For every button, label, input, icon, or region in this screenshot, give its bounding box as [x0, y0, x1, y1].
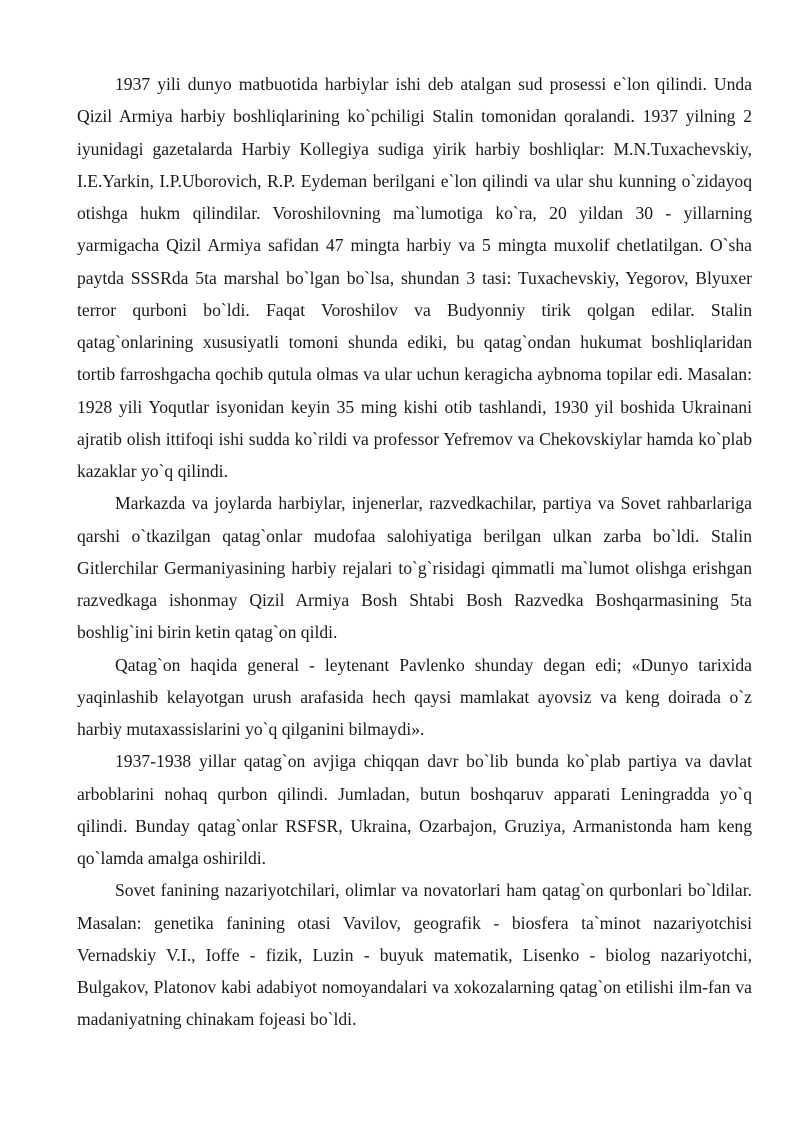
document-body: [77, 68, 752, 1036]
paragraph-1: 1937 yili dunyo matbuotida harbiylar ishi deb atalgan sud prosessi e`lon qilindi. Unda Qizil Armiya harbiy boshliqlarining ko`pchiligi Stalin tomonidan qoralandi. 1937 yilning 2 iyunidagi gazetalarda Harbiy Kollegiya sudiga yirik harbiy boshliqlar: M.N.Tuxachevskiy, I.E.Yarkin, I.P.Uborovich, R.P. Eydeman berilgani e`lon qilindi va ular shu kunning o`zidayoq otishga hukm qilindilar. Voroshilovning ma`lumotiga ko`ra, 20 yildan 30 - yillarning yarmigacha Qizil Armiya safidan 47 mingta harbiy va 5 mingta muxolif chetlatilgan. O`sha paytda SSSRda 5ta marshal bo`lgan bo`lsa, shundan 3 tasi: Tuxachevskiy, Yegorov, Blyuxer terror qurboni bo`ldi. Faqat Voroshilov va Budyonniy tirik qolgan edilar. Stalin qatag`onlarining xususiyatli tomoni shunda ediki, bu qatag`ondan hukumat boshliqlaridan tortib farroshgacha qochib qutula olmas va ular uchun keragicha aybnoma topilar edi. Masalan: 1928 yili Yoqutlar isyonidan keyin 35 ming kishi otib tashlandi, 1930 yil boshida Ukrainani ajratib olish ittifoqi ishi sudda ko`rildi va professor Yefremov va Chekovskiylar hamda ko`plab kazaklar yo`q qilindi.: [77, 74, 752, 481]
paragraph-2: Markazda va joylarda harbiylar, injenerlar, razvedkachilar, partiya va Sovet rahbarlariga qarshi o`tkazilgan qatag`onlar mudofaa salohiyatiga berilgan ulkan zarba bo`ldi. Stalin Gitlerchilar Germaniyasining harbiy rejalari to`g`risidagi qimmatli ma`lumot olishga erishgan razvedkaga ishonmay Qizil Armiya Bosh Shtabi Bosh Razvedka Boshqarmasining 5ta boshlig`ini birin ketin qatag`on qildi.: [77, 493, 752, 643]
paragraph-5: Sovet fanining nazariyotchilari, olimlar va novatorlari ham qatag`on qurbonlari bo`ldilar. Masalan: genetika fanining otasi Vavilov, geografik - biosfera ta`minot nazariyotchisi Vernadskiy V.I., Ioffe - fizik, Luzin - buyuk matematik, Lisenko - biolog nazariyotchi, Bulgakov, Platonov kabi adabiyot nomoyandalari va xokozalarning qatag`on etilishi ilm-fan va madaniyatning chinakam fojeasi bo`ldi.: [77, 880, 752, 1030]
paragraph-3: Qatag`on haqida general - leytenant Pavlenko shunday degan edi; «Dunyo tarixida yaqinlashib kelayotgan urush arafasida hech qaysi mamlakat ayovsiz va keng doirada o`z harbiy mutaxassislarini yo`q qilganini bilmaydi».: [77, 654, 752, 739]
paragraph-4: 1937-1938 yillar qatag`on avjiga chiqqan davr bo`lib bunda ko`plab partiya va davlat arboblarini nohaq qurbon qilindi. Jumladan, butun boshqaruv apparati Leningradda yo`q qilindi. Bunday qatag`onlar RSFSR, Ukraina, Ozarbajon, Gruziya, Armanistonda ham keng qo`lamda amalga oshirildi.: [77, 751, 752, 868]
